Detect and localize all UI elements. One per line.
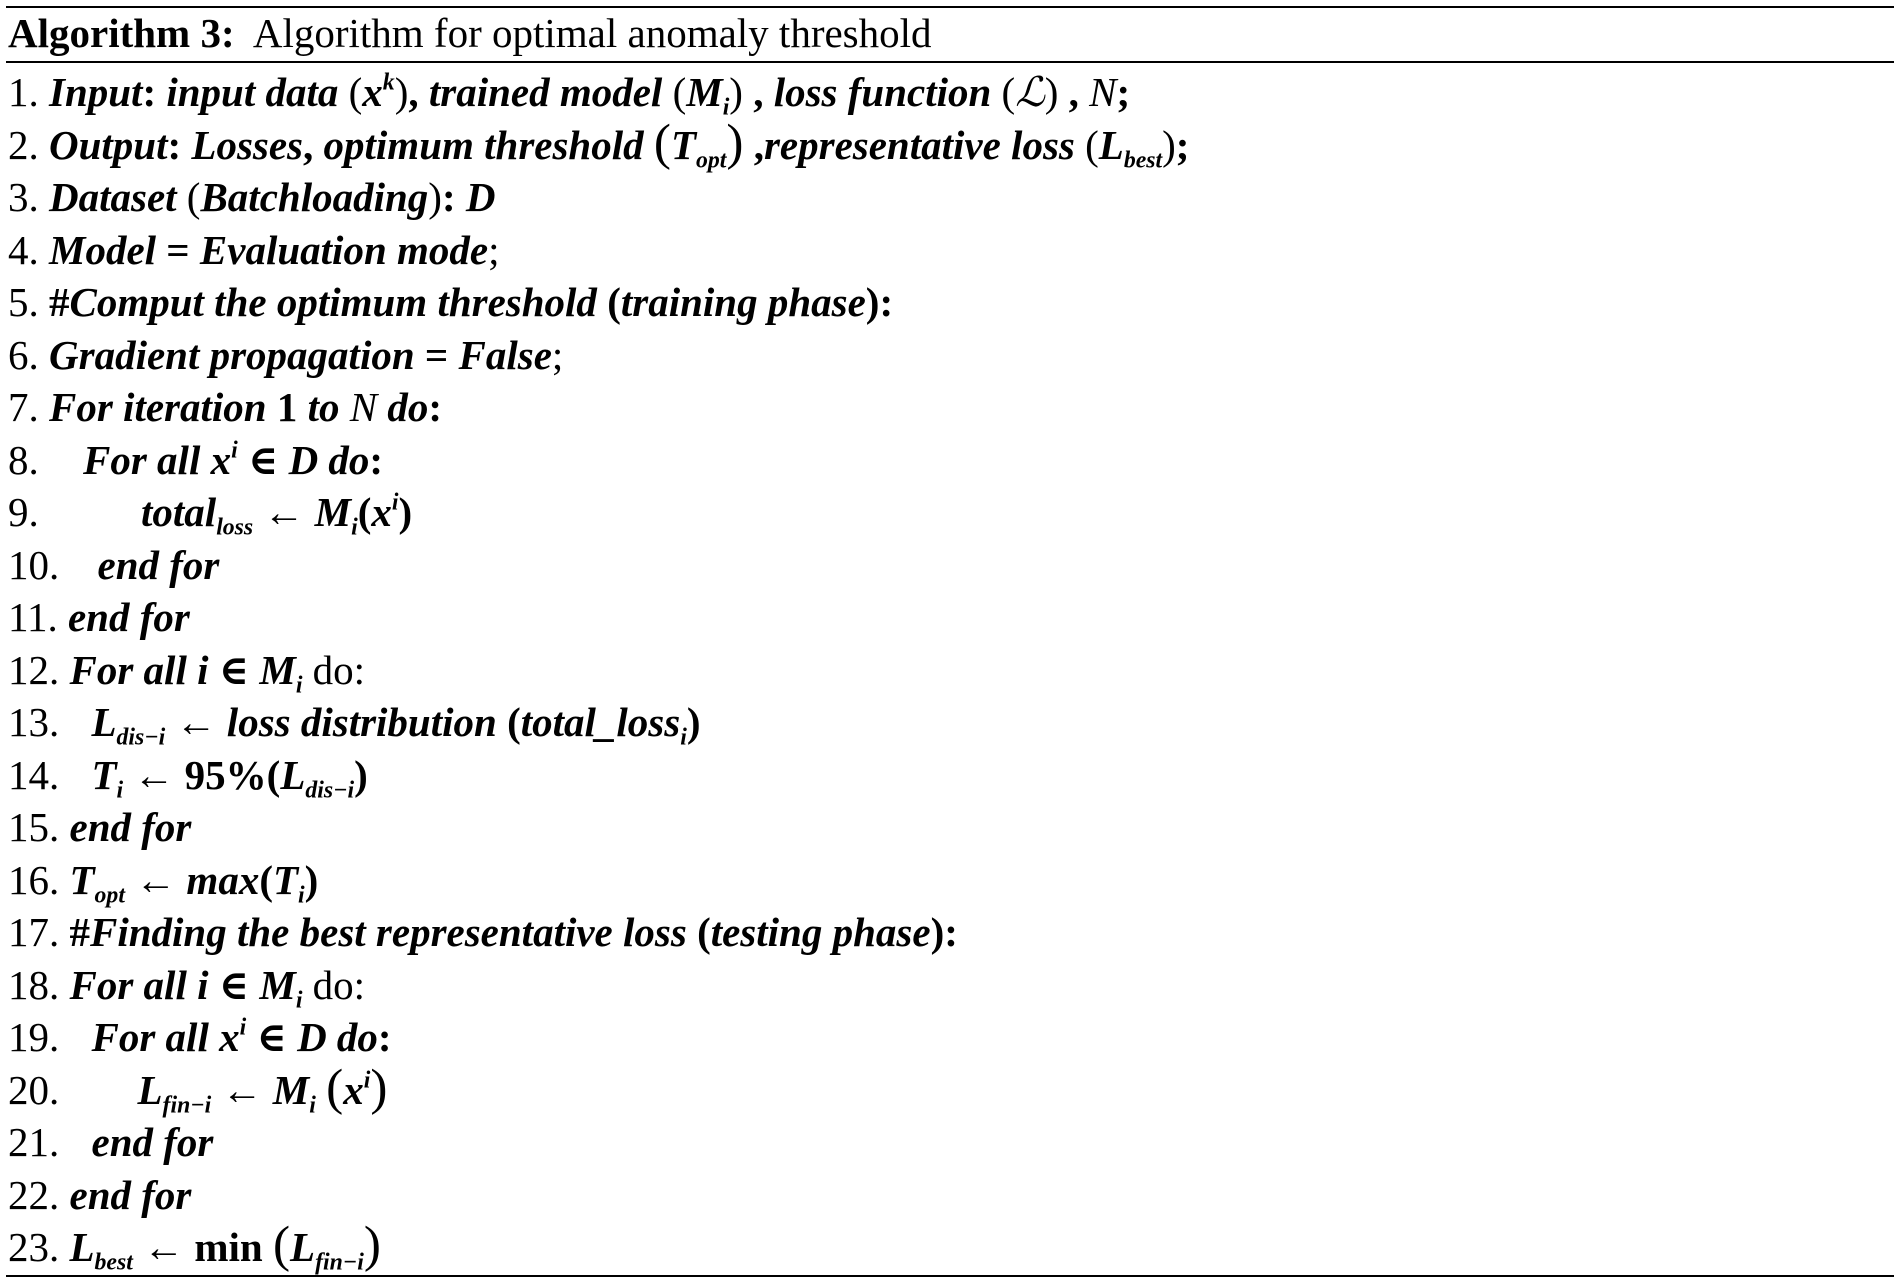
line-number: 21.	[8, 1119, 60, 1165]
line-content: For all $x^i$ ∈ D do:	[91, 1014, 392, 1060]
algorithm-line	[8, 1058, 1189, 1118]
algorithm-line	[8, 906, 1189, 959]
algorithm-line	[8, 434, 1189, 487]
algorithm-line	[8, 1116, 1189, 1169]
algorithm-line	[8, 801, 1189, 854]
line-content: Input: input data $(x^k)$, trained model $(M_i)$ , loss function (ℒ) , N;	[49, 69, 1131, 121]
line-number: 5.	[8, 279, 39, 325]
line-number: 13.	[8, 699, 60, 745]
header-rule	[6, 61, 1894, 63]
line-number: 22.	[8, 1171, 60, 1218]
line-number: 8.	[8, 436, 39, 483]
algorithm-header	[8, 8, 932, 58]
algorithm-line	[8, 959, 1189, 1012]
algorithm-line	[8, 113, 1190, 173]
algorithm-line	[8, 1216, 1189, 1276]
algorithm-line	[8, 696, 1189, 749]
line-content: For all $x^i$ ∈ D do:	[83, 436, 384, 483]
line-number: 9.	[8, 489, 39, 535]
line-number: 16.	[8, 856, 60, 903]
algorithm-line	[8, 854, 1189, 907]
line-number: 19.	[8, 1014, 60, 1060]
algorithm-lines	[8, 66, 1189, 1274]
line-number: 10.	[8, 541, 60, 588]
line-content: $L_{fin-i}$ ← $M_i$ $(x^i)$	[137, 1058, 388, 1118]
line-number: 12.	[8, 646, 60, 693]
line-content: end for	[69, 804, 192, 850]
line-number: 17.	[8, 909, 60, 955]
algorithm-title: Algorithm for optimal anomaly threshold	[252, 10, 932, 56]
line-content: For all i ∈ $M_i$ do:	[69, 646, 366, 698]
line-number: 4.	[8, 226, 39, 273]
line-content: Model = Evaluation mode;	[49, 226, 500, 273]
line-content: total$_{loss}$ ← $M_i(x^i)$	[141, 489, 413, 541]
line-number: 6.	[8, 331, 39, 378]
algorithm-line	[8, 644, 1189, 697]
line-number: 23.	[8, 1224, 60, 1270]
line-content: end for	[69, 1171, 192, 1218]
line-content: #Comput the optimum threshold (training phase):	[49, 279, 894, 325]
bottom-rule	[6, 1275, 1894, 1277]
line-number: 3.	[8, 174, 39, 220]
algorithm-line	[8, 486, 1189, 539]
line-number: 11.	[8, 594, 58, 640]
line-content: For all i ∈ $M_i$ do:	[69, 961, 366, 1013]
algorithm-line	[8, 381, 1189, 434]
line-number: 1.	[8, 69, 39, 115]
algorithm-line	[8, 171, 1189, 224]
algorithm-line	[8, 1169, 1189, 1222]
algorithm-line	[8, 66, 1189, 119]
line-content: end for	[97, 541, 220, 588]
line-content: end for	[67, 594, 190, 640]
line-content: Dataset (Batchloading): D	[49, 174, 496, 220]
line-number: 18.	[8, 961, 60, 1008]
line-content: #Finding the best representative loss (testing phase):	[69, 909, 958, 955]
line-number: 7.	[8, 384, 39, 430]
algorithm-line	[8, 1011, 1189, 1064]
algorithm-line	[8, 224, 1189, 277]
line-content: Output: Losses, optimum threshold $(T_{opt})$ ,representative loss $(L_{best})$;	[49, 113, 1190, 173]
line-number: 14.	[8, 751, 60, 798]
algorithm-label: Algorithm 3:	[8, 10, 235, 56]
algorithm-line	[8, 749, 1189, 802]
line-number: 15.	[8, 804, 60, 850]
algorithm-line	[8, 591, 1189, 644]
algorithm-line	[8, 539, 1189, 592]
line-content: For iteration 1 to N do:	[49, 384, 442, 430]
line-number: 20.	[8, 1066, 60, 1113]
line-content: $T_{opt}$ ← $\max(T_i)$	[69, 856, 319, 908]
algorithm-line	[8, 329, 1189, 382]
algorithm-line	[8, 276, 1189, 329]
line-content: Gradient propagation = False;	[49, 331, 564, 378]
line-content: $L_{dis-i}$ ← loss distribution (total_loss$_i$)	[91, 699, 701, 751]
line-content: $T_i$ ← $95\%(L_{dis-i})$	[91, 751, 368, 803]
line-content: end for	[91, 1119, 214, 1165]
line-content: $L_{best}$ ← $\min (L_{fin-i})$	[69, 1216, 381, 1276]
line-number: 2.	[8, 121, 39, 168]
